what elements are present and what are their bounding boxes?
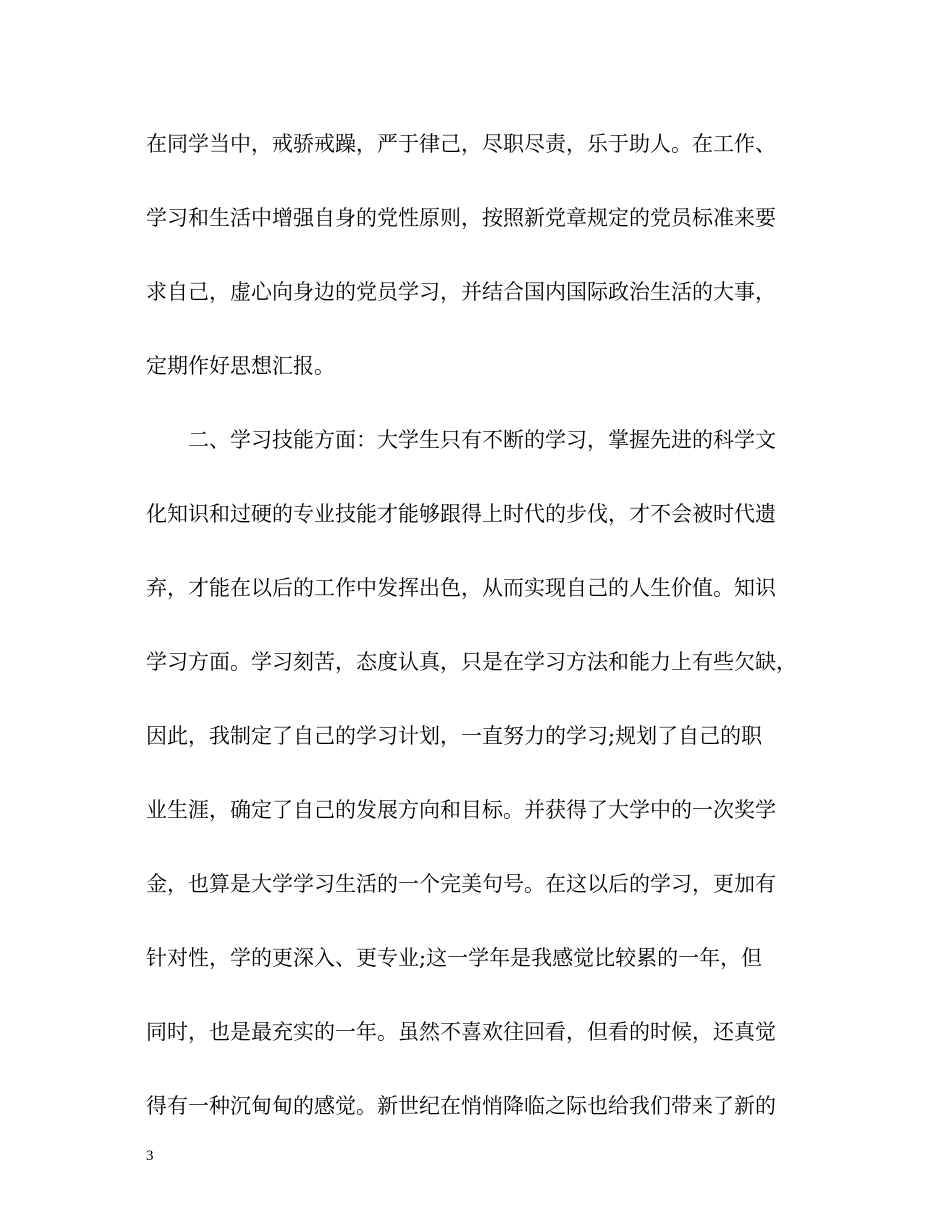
text-line: 因此，我制定了自己的学习计划，一直努力的学习;规划了自己的职 [146,724,763,748]
text-line: 得有一种沉甸甸的感觉。新世纪在悄悄降临之际也给我们带来了新的 [146,1094,776,1118]
text-line: 在同学当中，戒骄戒躁，严于律己，尽职尽责，乐于助人。在工作、 [146,132,776,156]
text-line: 针对性，学的更深入、更专业;这一学年是我感觉比较累的一年，但 [146,946,763,970]
text-line: 学习方面。学习刻苦，态度认真，只是在学习方法和能力上有些欠缺， [146,650,797,674]
text-line: 金，也算是大学学习生活的一个完美句号。在这以后的学习，更加有 [146,872,776,896]
text-line: 同时，也是最充实的一年。虽然不喜欢往回看，但看的时候，还真觉 [146,1020,776,1044]
page-number: 3 [146,1148,154,1164]
text-line: 化知识和过硬的专业技能才能够跟得上时代的步伐，才不会被时代遗 [146,502,776,526]
text-line: 求自己，虚心向身边的党员学习，并结合国内国际政治生活的大事， [146,280,776,304]
text-line: 定期作好思想汇报。 [146,354,335,378]
paragraph-first-line: 二、学习技能方面：大学生只有不断的学习，掌握先进的科学文 [188,428,776,452]
text-line: 业生涯，确定了自己的发展方向和目标。并获得了大学中的一次奖学 [146,798,776,822]
text-line: 弃，才能在以后的工作中发挥出色，从而实现自己的人生价值。知识 [146,576,776,600]
text-line: 学习和生活中增强自身的党性原则，按照新党章规定的党员标准来要 [146,206,776,230]
